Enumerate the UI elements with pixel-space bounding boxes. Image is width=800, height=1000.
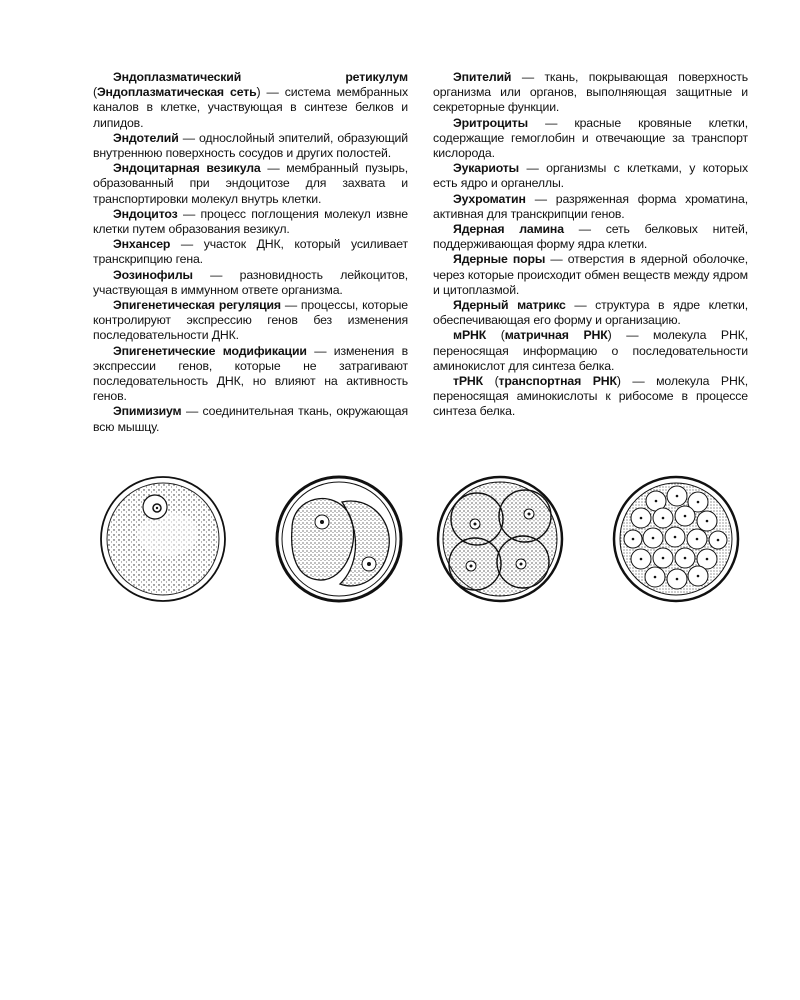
glossary-term: мРНК [453,328,487,343]
glossary-term-alt: Эндоплазматическая сеть [96,85,257,100]
glossary-term: Эндотелий [113,130,179,145]
nucleus [143,495,167,519]
glossary-entry [433,70,748,116]
glossary-term: Ядерный матрикс [453,298,566,313]
embryo-cleavage-figures [98,474,758,614]
glossary-entry [433,374,748,420]
glossary-entry [433,328,748,374]
two-cell-illustration [274,474,404,604]
glossary-paren: ) [256,85,261,100]
glossary-definition: — разновидность лейкоцитов, участвующая в иммунном ответе организма. [93,267,408,297]
glossary-entry [93,161,408,207]
glossary-term: Эндоцитоз [113,206,178,221]
glossary-entry [433,298,748,328]
glossary-term: Эритроциты [453,115,529,130]
glossary-term: Эозинофилы [113,267,193,282]
glossary-term: Ядерная ламина [453,222,564,237]
glossary-paren: ( [93,85,97,100]
glossary-entry [433,192,748,222]
glossary-definition: — однослойный эпителий, образующий внутреннюю поверхность сосудов и других полостей. [93,130,408,161]
glossary-definition: — участок ДНК, который усиливает транскрипцию гена. [93,237,408,267]
glossary-definition: — молекула РНК, переносящая информацию о последовательности аминокислот для синтеза белка. [433,328,748,373]
glossary-paren: ( [483,374,499,389]
glossary-entry [93,131,408,161]
glossary-entry [93,268,408,298]
glossary-term: Эпигенетические модификации [113,343,307,358]
glossary-definition: — отверстия в ядерной оболочке, через которые происходит обмен веществ между ядром и цитоплазмой. [433,252,748,297]
glossary-term: тРНК [453,374,484,389]
glossary-term: Эухроматин [453,191,526,206]
glossary-entry [93,237,408,267]
glossary-term: Ядерные поры [453,252,546,267]
glossary-term: Эндоцитарная везикула [113,161,261,176]
zygote-illustration [98,474,228,604]
glossary-entry [433,161,748,191]
glossary-term: Эукариоты [453,161,520,176]
glossary-columns [93,70,748,435]
four-cell-illustration [435,474,565,604]
glossary-entry [433,116,748,162]
glossary-term: Энхансер [113,237,171,252]
glossary-definition: — разряженная форма хроматина, активная для транскрипции генов. [433,191,748,221]
glossary-definition: — структура в ядре клетки, обеспечивающая его форму и организацию. [433,298,748,328]
morula-illustration [611,474,741,604]
glossary-term: Эпигенетическая регуляция [113,298,281,313]
glossary-paren: ) [616,374,621,389]
glossary-term-alt: матричная РНК [504,328,608,343]
glossary-definition: — организмы с клетками, у которых есть ядро и органеллы. [433,161,748,191]
glossary-paren: ( [486,328,505,343]
glossary-definition: — изменения в экспрессии генов, которые не затрагивают последовательность ДНК, но влияют на активность генов. [93,343,408,404]
glossary-definition: — ткань, покрывающая поверхность организма или органов, выполняющая защитные и секреторные функции. [433,70,748,115]
glossary-definition: — сеть белковых нитей, поддерживающая форму ядра клетки. [433,222,749,252]
glossary-paren: ) [607,328,612,343]
glossary-term: Эпителий [453,70,512,84]
glossary-right-column [433,70,748,435]
glossary-term: Эпимизиум [113,404,182,419]
glossary-term-alt: транспортная РНК [498,374,617,389]
glossary-definition: — соединительная ткань, окружающая всю мышцу. [93,404,408,434]
glossary-entry [93,404,408,434]
glossary-entry [93,344,408,405]
glossary-definition: — процесс поглощения молекул извне клетки путем образования везикул. [93,206,408,237]
glossary-entry [433,222,748,252]
glossary-entry [93,207,408,237]
glossary-definition: — красные кровяные клетки, содержащие гемоглобин и отвечающие за транспорт кислорода. [433,115,748,161]
glossary-term: Эндоплазматический ретикулум [113,70,408,84]
glossary-definition: — система мембранных каналов в клетке, участвующая в синтезе белков и липидов. [93,85,408,130]
glossary-left-column [93,70,408,435]
glossary-definition: — молекула РНК, переносящая аминокислоты к рибосоме в процессе синтеза белка. [433,374,748,419]
glossary-entry [433,252,748,298]
glossary-definition: — процессы, которые контролируют экспрессию генов без изменения последовательности ДНК. [93,298,408,343]
glossary-entry [93,298,408,344]
glossary-definition: — мембранный пузырь, образованный при эндоцитозе для захвата и транспортировки молекул внутрь клетки. [93,161,408,206]
glossary-entry [93,70,408,131]
